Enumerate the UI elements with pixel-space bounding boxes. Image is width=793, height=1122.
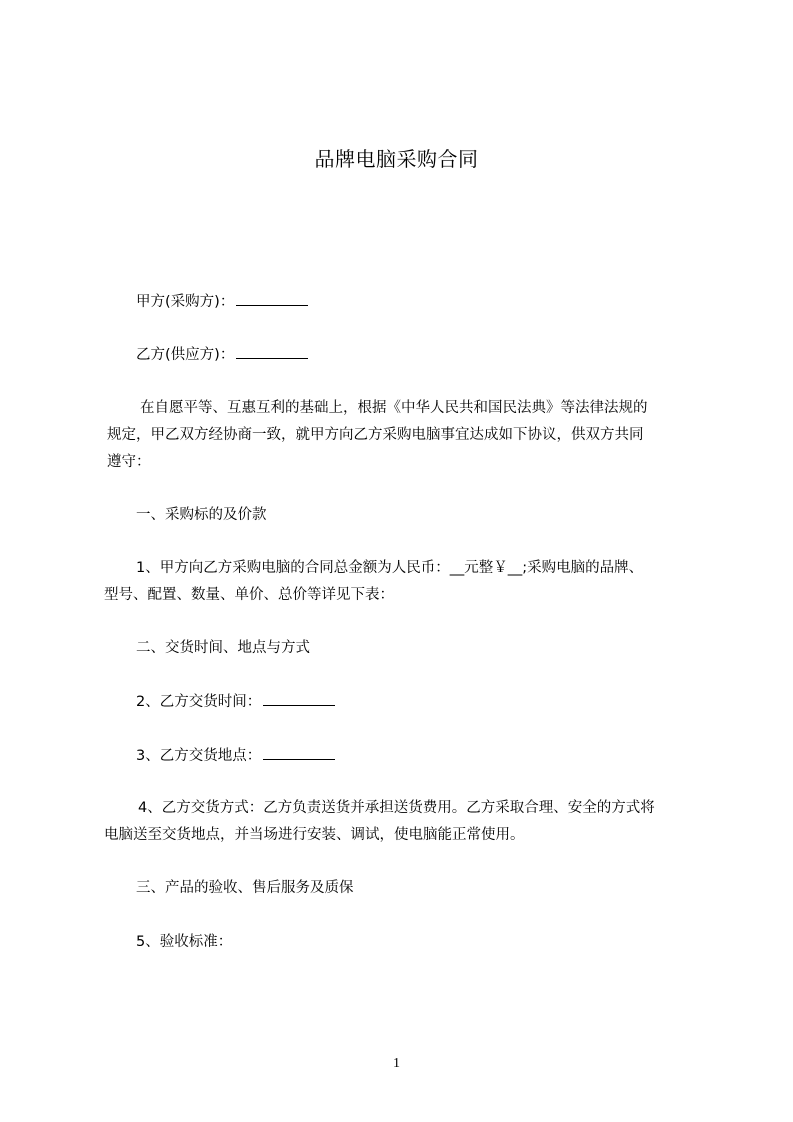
clause-2-label: 2、乙方交货时间： [136, 694, 262, 710]
preamble-line-1: 在自愿平等、互惠互利的基础上，根据《中华人民共和国民法典》等法律法规的 [140, 400, 648, 416]
preamble-line-2: 规定，甲乙双方经协商一致，就甲方向乙方采购电脑事宜达成如下协议，供双方共同 [107, 427, 644, 443]
clause-4-line-2: 电脑送至交货地点，并当场进行安装、调试，使电脑能正常使用。 [104, 827, 525, 843]
section-3-heading: 三、产品的验收、售后服务及质保 [136, 880, 354, 896]
page-number: 1 [393, 1056, 400, 1071]
preamble-line-3: 遵守： [107, 454, 151, 470]
clause-4-line-1: 4、乙方交货方式：乙方负责送货并承担送货费用。乙方采取合理、安全的方式将 [138, 800, 655, 816]
party-b-label: 乙方(供应方)： [136, 347, 235, 363]
clause-1-line-2: 型号、配置、数量、单价、总价等详见下表： [104, 587, 394, 603]
clause-3-line [136, 745, 335, 766]
clause-2-blank [263, 691, 335, 706]
clause-2-line [136, 691, 335, 712]
party-a-line [136, 291, 308, 312]
clause-3-blank [263, 745, 335, 760]
party-a-blank [236, 291, 308, 306]
clause-1-line-1: 1、甲方向乙方采购电脑的合同总金额为人民币：__元整￥__;采购电脑的品牌、 [136, 560, 644, 576]
document-title: 品牌电脑采购合同 [314, 147, 479, 171]
clause-5-line: 5、验收标准： [136, 934, 233, 950]
section-2-heading: 二、交货时间、地点与方式 [136, 640, 310, 656]
clause-3-label: 3、乙方交货地点： [136, 748, 262, 764]
party-a-label: 甲方(采购方)： [136, 294, 235, 310]
party-b-line [136, 344, 308, 365]
party-b-blank [236, 344, 308, 359]
section-1-heading: 一、采购标的及价款 [136, 507, 267, 523]
